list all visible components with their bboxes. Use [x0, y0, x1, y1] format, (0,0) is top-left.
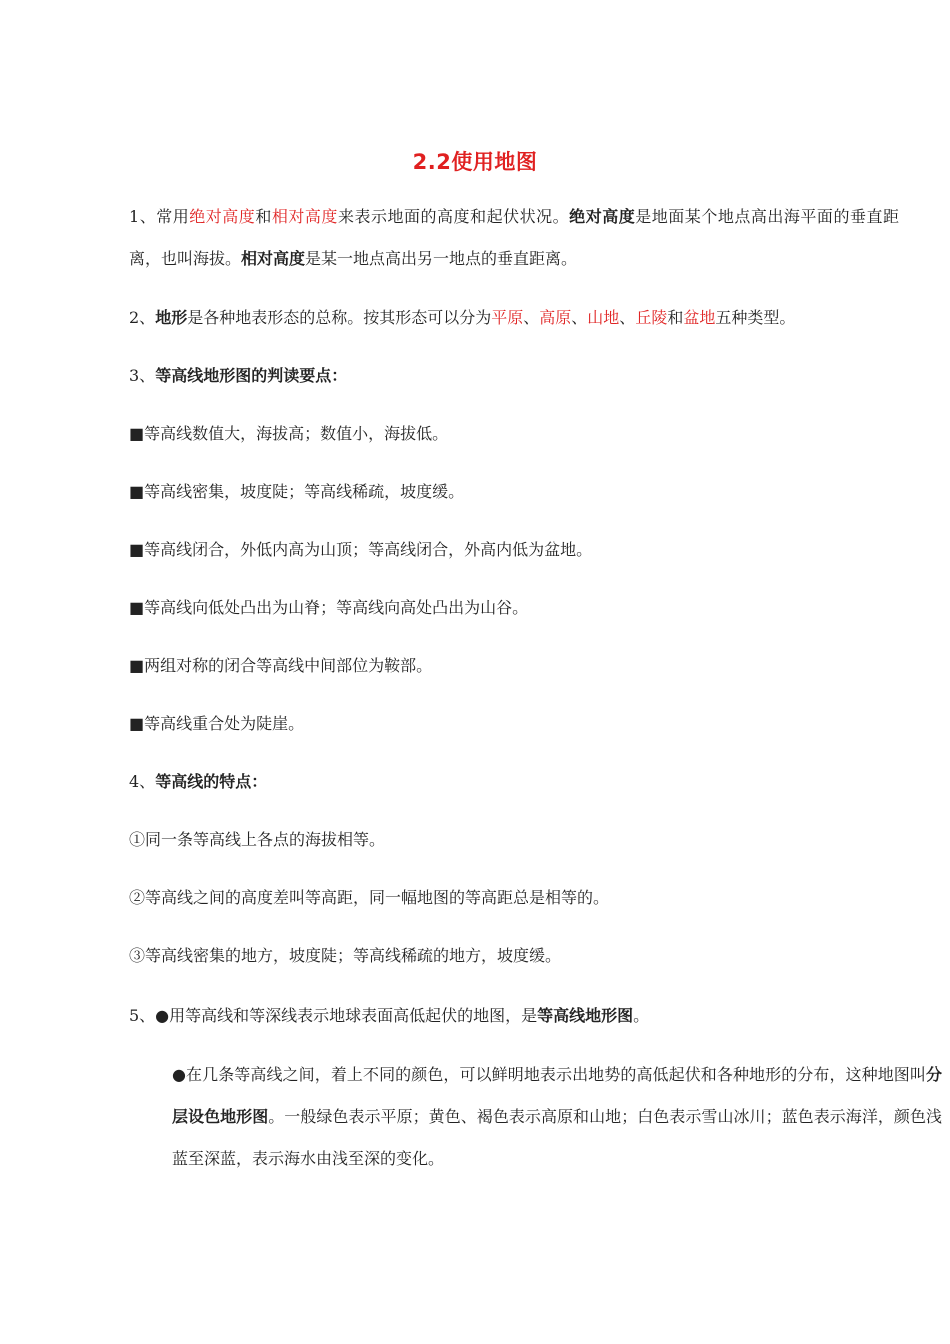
- text: 、: [571, 308, 588, 327]
- bold-contour-map: 等高线地形图: [537, 1006, 634, 1025]
- paragraph-3-heading: [92, 355, 899, 397]
- text: 是各种地表形态的总称。按其形态可以分为: [187, 308, 492, 327]
- text: 是某一地点高出另一地点的垂直距离。: [305, 249, 578, 268]
- text: 是地面某个地点高出海平面的垂直距离，也叫海拔。: [129, 207, 899, 268]
- feature-item: ②等高线之间的高度差叫等高距，同一幅地图的等高距总是相等的。: [129, 888, 610, 907]
- rule-item: ■等高线重合处为陡崖。: [129, 714, 305, 733]
- rule-item: ■等高线闭合，外低内高为山顶；等高线闭合，外高内低为盆地。: [129, 540, 593, 559]
- text: 、: [619, 308, 636, 327]
- paragraph-4-heading: [92, 761, 899, 803]
- text: 五种类型。: [715, 308, 796, 327]
- item-number: 1、常用: [129, 207, 190, 226]
- term-absolute-height: 绝对高度: [189, 207, 256, 226]
- heading-contour-features: 等高线的特点：: [155, 772, 268, 791]
- feature-item: ③等高线密集的地方，坡度陡；等高线稀疏的地方，坡度缓。: [129, 946, 562, 965]
- paragraph-1: [92, 196, 899, 280]
- text: 5、●用等高线和等深线表示地球表面高低起伏的地图，是: [129, 1006, 538, 1025]
- text: 。: [633, 1006, 650, 1025]
- term-plateau: 高原: [539, 308, 572, 327]
- item-number: 3、: [129, 366, 156, 385]
- term-mountain: 山地: [587, 308, 620, 327]
- text: 来表示地面的高度和起伏状况。: [337, 207, 570, 226]
- feature-item: ①同一条等高线上各点的海拔相等。: [129, 830, 386, 849]
- bold-landform: 地形: [155, 308, 188, 327]
- bold-relative-height: 相对高度: [241, 249, 306, 268]
- page-title: 2.2使用地图: [412, 150, 538, 174]
- rule-item: ■两组对称的闭合等高线中间部位为鞍部。: [129, 656, 433, 675]
- paragraph-5: [92, 995, 899, 1037]
- term-hill: 丘陵: [635, 308, 668, 327]
- rule-item: ■等高线向低处凸出为山脊；等高线向高处凸出为山谷。: [129, 598, 529, 617]
- term-basin: 盆地: [683, 308, 716, 327]
- heading-contour-reading: 等高线地形图的判读要点：: [155, 366, 348, 385]
- item-number: 2、: [129, 308, 156, 327]
- paragraph-2: [92, 297, 899, 339]
- bold-layered-color-map: 分层设色地形图: [172, 1065, 942, 1126]
- text: 、: [523, 308, 540, 327]
- text: 。一般绿色表示平原；黄色、褐色表示高原和山地；白色表示雪山冰川；蓝色表示海洋，颜色浅蓝至深蓝，表示海水由浅至深的变化。: [172, 1107, 942, 1168]
- item-number: 4、: [129, 772, 156, 791]
- bold-absolute-height: 绝对高度: [569, 207, 636, 226]
- text: ●在几条等高线之间，着上不同的颜色，可以鲜明地表示出地势的高低起伏和各种地形的分布，这种地图叫: [172, 1065, 926, 1084]
- rule-item: ■等高线密集，坡度陡；等高线稀疏，坡度缓。: [129, 482, 465, 501]
- paragraph-6: [92, 1054, 942, 1180]
- text: 和: [255, 207, 272, 226]
- text: 和: [667, 308, 684, 327]
- term-relative-height: 相对高度: [271, 207, 338, 226]
- rule-item: ■等高线数值大，海拔高；数值小，海拔低。: [129, 424, 449, 443]
- term-plain: 平原: [491, 308, 524, 327]
